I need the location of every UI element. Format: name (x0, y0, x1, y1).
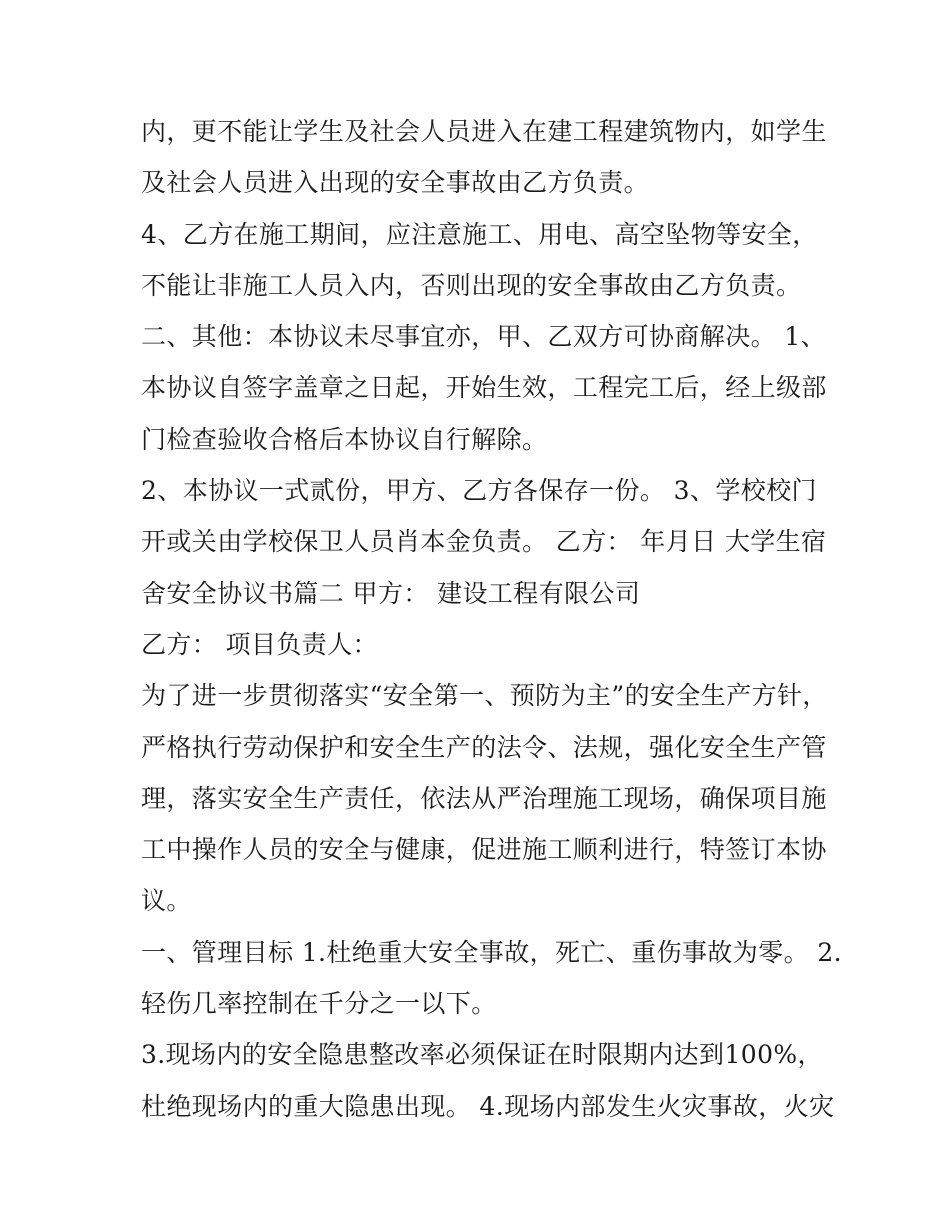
text-line: 本协议自签字盖章之日起，开始生效，工程完工后，经上级部 (141, 373, 827, 403)
text-line: 开或关由学校保卫人员肖本金负责。 乙方： 年月日 大学生宿 (141, 527, 827, 557)
text-line: 为了进一步贯彻落实“安全第一、预防为主”的安全生产方针， (141, 681, 828, 711)
text-line: 议。 (141, 886, 192, 916)
text-line: 2、本协议一式贰份，甲方、乙方各保存一份。 3、学校校门 (141, 476, 817, 506)
text-line: 理，落实安全生产责任，依法从严治理施工现场，确保项目施 (141, 783, 827, 813)
document-body (141, 106, 843, 1132)
text-line: 轻伤几率控制在千分之一以下。 (141, 989, 497, 1019)
text-line: 不能让非施工人员入内，否则出现的安全事故由乙方负责。 (141, 270, 802, 300)
text-line: 杜绝现场内的重大隐患出现。 4.现场内部发生火灾事故，火灾 (141, 1091, 835, 1121)
text-line: 门检查验收合格后本协议自行解除。 (141, 424, 548, 454)
text-line: 工中操作人员的安全与健康，促进施工顺利进行，特签订本协 (141, 835, 827, 865)
text-line: 乙方： 项目负责人： (141, 629, 378, 659)
text-line: 及社会人员进入出现的安全事故由乙方负责。 (141, 168, 650, 198)
text-line: 舍安全协议书篇二 甲方： 建设工程有限公司 (141, 578, 641, 608)
text-line: 严格执行劳动保护和安全生产的法令、法规，强化安全生产管 (141, 732, 827, 762)
text-line: 内，更不能让学生及社会人员进入在建工程建筑物内，如学生 (141, 117, 827, 146)
text-line: 二、其他：本协议未尽事宜亦，甲、乙双方可协商解决。 1、 (141, 322, 827, 352)
text-line: 一、管理目标 1.杜绝重大安全事故，死亡、重伤事故为零。 2. (141, 937, 843, 967)
text-line: 3.现场内的安全隐患整改率必须保证在时限期内达到100%， (141, 1040, 823, 1070)
text-line: 4、乙方在施工期间，应注意施工、用电、高空坠物等安全， (141, 219, 818, 249)
